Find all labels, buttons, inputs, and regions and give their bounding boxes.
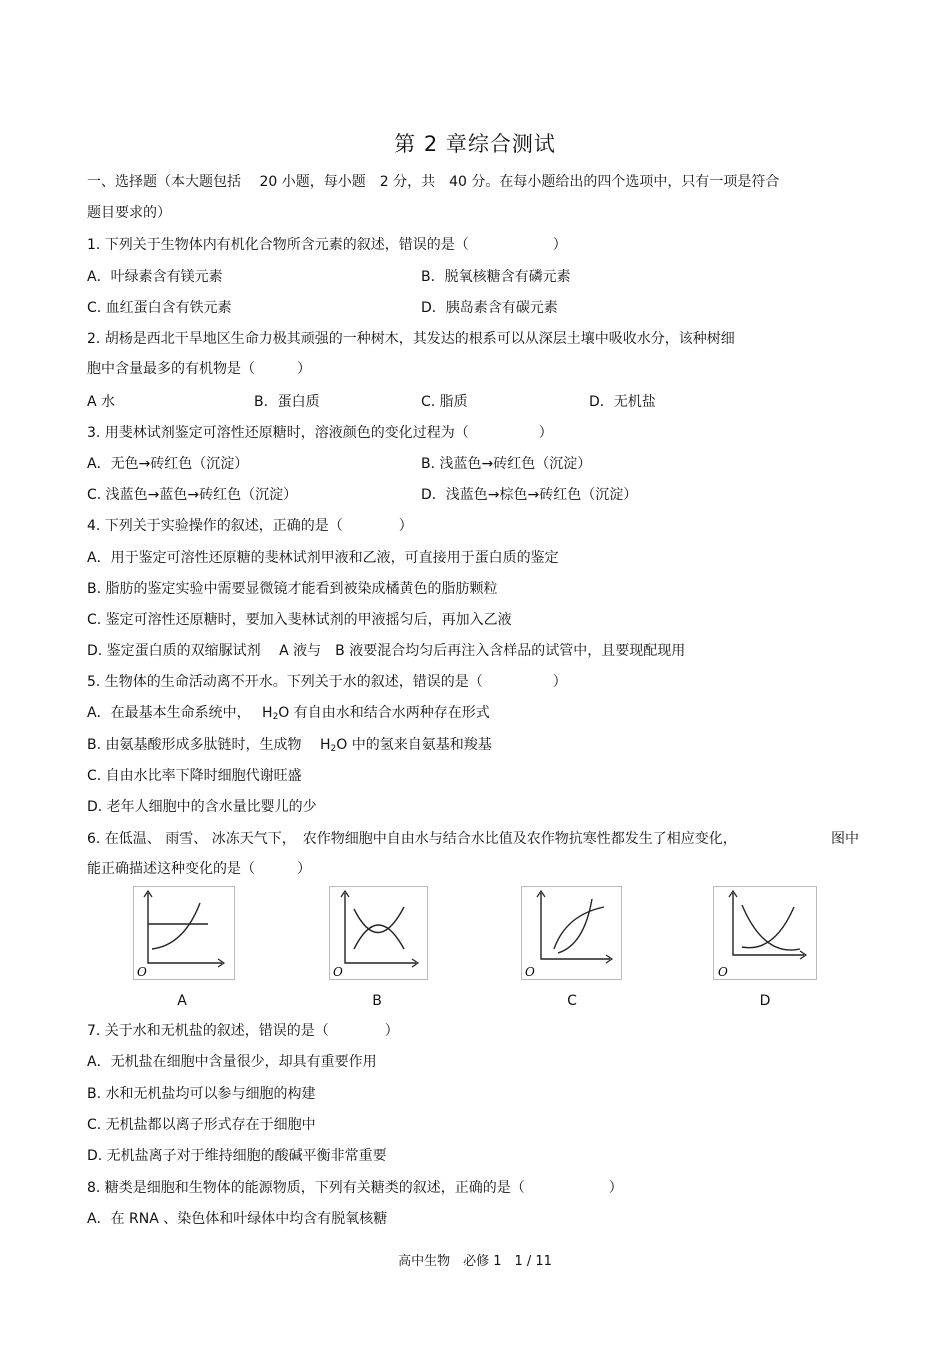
graph-c-line-a	[554, 907, 604, 949]
q2-option-a: A 水	[87, 394, 116, 410]
q5-option-b-pre: B. 由氨基酸形成多肽链时，生成物 H	[87, 737, 331, 753]
graph-d-plot	[714, 887, 816, 979]
section-instructions-cont: 题目要求的）	[87, 205, 171, 221]
graph-b-line-u	[354, 907, 404, 933]
q4-option-a: A．用于鉴定可溶性还原糖的斐林试剂甲液和乙液，可直接用于蛋白质的鉴定	[87, 550, 559, 566]
q5-option-a-pre: A．在最基本生命系统中， H	[87, 705, 273, 721]
q5-option-b	[87, 736, 492, 758]
graph-a-axes	[148, 893, 222, 963]
q3-stem: 3. 用斐林试剂鉴定可溶性还原糖时，溶液颜色的变化过程为（ ）	[87, 425, 553, 441]
q4-option-c: C. 鉴定可溶性还原糖时，要加入斐林试剂的甲液摇匀后，再加入乙液	[87, 612, 512, 628]
graph-b-axes	[345, 893, 416, 963]
graph-b-plot	[330, 887, 427, 979]
q6-graph-b	[329, 886, 428, 980]
graph-b-line-n	[354, 925, 404, 949]
q7-option-b: B. 水和无机盐均可以参与细胞的构建	[87, 1086, 316, 1102]
q6-stem-tail: 图中	[831, 831, 859, 847]
q1-option-d: D．胰岛素含有碳元素	[421, 300, 558, 316]
q6-graph-a	[133, 886, 235, 980]
q7-option-d: D. 无机盐离子对于维持细胞的酸碱平衡非常重要	[87, 1148, 387, 1164]
graph-c-plot	[522, 887, 621, 979]
q5-option-a-post: O 有自由水和结合水两种存在形式	[278, 705, 490, 721]
graph-a-plot	[134, 887, 234, 979]
q6-stem: 6. 在低温、 雨雪、 冰冻天气下， 农作物细胞中自由水与结合水比值及农作物抗寒性都发生了相应变化，	[87, 831, 737, 847]
graph-d-origin: O	[718, 965, 728, 979]
q5-option-b-sub: 2	[330, 744, 337, 754]
graph-c-origin: O	[525, 965, 535, 979]
graph-a-origin: O	[137, 965, 147, 979]
q2-option-d: D．无机盐	[589, 394, 656, 410]
q5-option-a-sub: 2	[272, 712, 279, 722]
page-footer: 高中生物 必修 1 1 / 11	[398, 1254, 552, 1269]
q8-stem: 8. 糖类是细胞和生物体的能源物质，下列有关糖类的叙述，正确的是（ ）	[87, 1180, 623, 1196]
q3-option-c: C. 浅蓝色→蓝色→砖红色（沉淀）	[87, 487, 298, 503]
graph-c-line-b	[558, 899, 592, 953]
q5-option-b-post: O 中的氢来自氨基和羧基	[336, 737, 492, 753]
q3-option-d: D．浅蓝色→棕色→砖红色（沉淀）	[421, 487, 638, 503]
q6-label-d: D	[759, 993, 771, 1009]
q5-option-d: D. 老年人细胞中的含水量比婴儿的少	[87, 799, 317, 815]
q4-stem: 4. 下列关于实验操作的叙述，正确的是（ ）	[87, 518, 413, 534]
q6-label-b: B	[372, 993, 382, 1009]
q4-option-d: D. 鉴定蛋白质的双缩脲试剂 A 液与 B 液要混合均匀后再注入含样品的试管中，且要现配现用	[87, 643, 686, 659]
q6-graph-d	[713, 886, 817, 980]
q7-stem: 7. 关于水和无机盐的叙述，错误的是（ ）	[87, 1023, 399, 1039]
q8-option-a: A．在 RNA 、染色体和叶绿体中均含有脱氧核糖	[87, 1211, 388, 1227]
page-title: 第 2 章综合测试	[394, 132, 556, 156]
q7-option-c: C. 无机盐都以离子形式存在于细胞中	[87, 1117, 316, 1133]
section-instructions: 一、选择题（本大题包括 20 小题，每小题 2 分，共 40 分。在每小题给出的四个选项中，只有一项是符合	[87, 174, 780, 190]
graph-d-axes	[733, 893, 804, 955]
graph-a-line-curve	[152, 903, 200, 949]
q6-label-a: A	[177, 993, 187, 1009]
q1-option-b: B．脱氧核糖含有磷元素	[421, 269, 571, 285]
graph-c-axes	[541, 893, 610, 959]
q5-stem: 5. 生物体的生命活动离不开水。下列关于水的叙述，错误的是（ ）	[87, 674, 567, 690]
q2-stem: 2. 胡杨是西北干旱地区生命力极其顽强的一种树木，其发达的根系可以从深层土壤中吸收水分，该种树细	[87, 331, 735, 347]
q5-option-a	[87, 704, 490, 726]
q1-stem: 1. 下列关于生物体内有机化合物所含元素的叙述，错误的是（ ）	[87, 237, 567, 253]
graph-b-origin: O	[333, 965, 343, 979]
q1-option-c: C. 血红蛋白含有铁元素	[87, 300, 232, 316]
q6-graph-c	[521, 886, 622, 980]
q6-stem-cont: 能正确描述这种变化的是（ ）	[87, 861, 311, 877]
q2-stem-cont: 胞中含量最多的有机物是（ ）	[87, 361, 311, 377]
q2-option-c: C. 脂质	[421, 394, 468, 410]
q2-option-b: B．蛋白质	[254, 394, 320, 410]
q3-option-a: A．无色→砖红色（沉淀）	[87, 456, 249, 472]
q5-option-c: C. 自由水比率下降时细胞代谢旺盛	[87, 768, 302, 784]
q3-option-b: B. 浅蓝色→砖红色（沉淀）	[421, 456, 592, 472]
q1-option-a: A．叶绿素含有镁元素	[87, 269, 223, 285]
q6-label-c: C	[567, 993, 577, 1009]
q4-option-b: B. 脂肪的鉴定实验中需要显微镜才能看到被染成橘黄色的脂肪颗粒	[87, 581, 498, 597]
graph-d-line-rising	[742, 907, 794, 948]
q7-option-a: A．无机盐在细胞中含量很少，却具有重要作用	[87, 1054, 377, 1070]
